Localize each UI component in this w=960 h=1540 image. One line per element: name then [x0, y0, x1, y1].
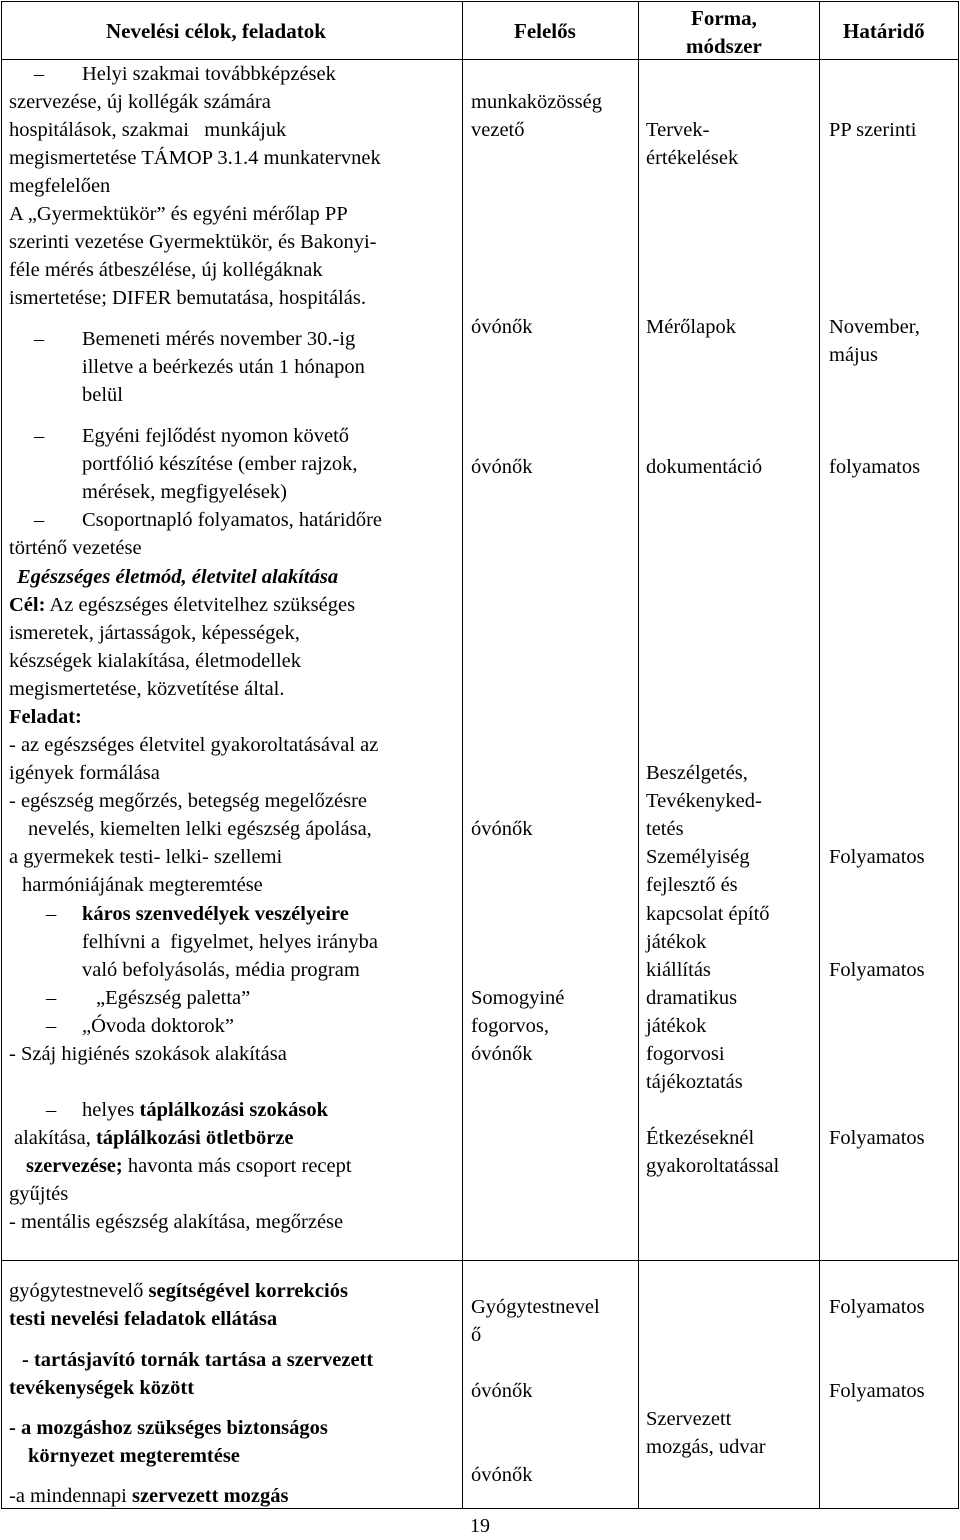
text-segment: gyógytestnevelő [9, 1280, 149, 1302]
text-line: - egészség megőrzés, betegség megelőzésre [9, 790, 368, 812]
column-divider-2 [638, 1, 639, 1509]
text-line: Csoportnapló folyamatos, határidőre [82, 509, 383, 531]
text-line: „Egészség paletta” [96, 987, 251, 1009]
form-cell: tájékoztatás [646, 1071, 743, 1093]
form-cell: fejlesztő és [646, 874, 738, 896]
form-cell: Beszélgetés, [646, 762, 748, 784]
form-cell: mozgás, udvar [646, 1436, 766, 1458]
bullet-dash: – [34, 425, 45, 447]
bullet-dash: – [34, 328, 45, 350]
form-cell: Mérőlapok [646, 316, 736, 338]
text-line: megismertetése, közvetítése által. [9, 678, 285, 700]
form-cell: kiállítás [646, 959, 711, 981]
text-segment: alakítása, [14, 1127, 96, 1149]
text-line: a gyermekek testi- lelki- szellemi [9, 846, 283, 868]
form-cell: kapcsolat építő [646, 903, 770, 925]
text-line: tevékenységek között [9, 1377, 195, 1399]
text-line: megismertetése TÁMOP 3.1.4 munkatervnek [9, 147, 381, 169]
responsible-cell: Somogyiné [471, 987, 565, 1009]
text-line: féle mérés átbeszélése, új kollégáknak [9, 259, 323, 281]
nutrition-line [82, 1096, 328, 1124]
form-cell: Tevékenyked- [646, 790, 762, 812]
column-divider-1 [462, 1, 463, 1509]
form-cell: Étkezéseknél [646, 1127, 755, 1149]
goal-text: Az egészséges életvitelhez szükséges [45, 594, 356, 616]
goal-label: Cél: [9, 594, 46, 616]
form-cell: tetés [646, 818, 684, 840]
header-deadline: Határidő [843, 19, 925, 43]
responsible-cell: óvónők [471, 316, 533, 338]
text-line: szervezése, új kollégák számára [9, 91, 271, 113]
nutrition-line [26, 1152, 352, 1180]
page-number: 19 [470, 1515, 490, 1537]
bullet-dash: – [34, 509, 45, 531]
text-segment: helyes [82, 1099, 140, 1121]
form-cell: gyakoroltatással [646, 1155, 780, 1177]
text-segment: -a mindennapi [9, 1485, 132, 1507]
table-border-left [1, 1, 2, 1509]
form-cell: dokumentáció [646, 456, 763, 478]
text-line: - tartásjavító tornák tartása a szervezett [22, 1349, 374, 1371]
table-border-top [1, 1, 959, 2]
bullet-dash: – [46, 987, 57, 1009]
text-line: megfelelően [9, 175, 111, 197]
form-cell: Szervezett [646, 1408, 732, 1430]
text-line: Helyi szakmai továbbképzések [82, 63, 336, 85]
text-segment-bold: szervezett mozgás [131, 1485, 289, 1507]
column-divider-3 [819, 1, 820, 1509]
header-goals: Nevelési célok, feladatok [106, 19, 326, 43]
text-line: hospitálások, szakmai munkájuk [9, 119, 287, 141]
text-segment: havonta más csoport recept [122, 1155, 352, 1177]
form-cell: értékelések [646, 147, 739, 169]
responsible-cell: vezető [471, 119, 525, 141]
responsible-cell: fogorvos, [471, 1015, 550, 1037]
table-border-right [958, 1, 959, 1509]
text-line: készségek kialakítása, életmodellek [9, 650, 302, 672]
text-line: - a mozgáshoz szükséges biztonságos [9, 1417, 328, 1439]
form-cell: fogorvosi [646, 1043, 725, 1065]
text-line: mérések, megfigyelések) [82, 481, 287, 503]
text-line: felhívni a figyelmet, helyes irányba [82, 931, 379, 953]
text-line: portfólió készítése (ember rajzok, [82, 453, 358, 475]
bullet-dash: – [34, 63, 45, 85]
header-responsible: Felelős [514, 19, 576, 43]
text-line: harmóniájának megteremtése [22, 874, 263, 896]
text-line: „Óvoda doktorok” [82, 1015, 234, 1037]
deadline-cell: November, [829, 316, 920, 338]
text-segment-bold: táplálkozási ötletbörze [95, 1127, 294, 1149]
responsible-cell: munkaközösség [471, 91, 602, 113]
deadline-cell: Folyamatos [829, 1127, 925, 1149]
form-cell: dramatikus [646, 987, 738, 1009]
text-segment-bold: táplálkozási szokások [139, 1099, 329, 1121]
deadline-cell: Folyamatos [829, 1296, 925, 1318]
text-line: illetve a beérkezés után 1 hónapon [82, 356, 365, 378]
responsible-cell: ő [471, 1324, 482, 1346]
responsible-cell: óvónők [471, 1464, 533, 1486]
deadline-cell: Folyamatos [829, 1380, 925, 1402]
text-line [9, 1277, 348, 1305]
text-line: szerinti vezetése Gyermektükör, és Bakonyi- [9, 231, 377, 253]
form-cell: Tervek- [646, 119, 710, 141]
text-line: - mentális egészség alakítása, megőrzése [9, 1211, 344, 1233]
text-line: igények formálása [9, 762, 160, 784]
text-line: belül [82, 384, 123, 406]
goal-line [9, 591, 355, 619]
bullet-dash: – [46, 903, 57, 925]
deadline-cell: Folyamatos [829, 959, 925, 981]
text-line: - Száj higiénés szokások alakítása [9, 1043, 287, 1065]
form-cell: játékok [646, 931, 707, 953]
section-title: Egészséges életmód, életvitel alakítása [17, 566, 339, 588]
responsible-cell: Gyógytestnevel [471, 1296, 600, 1318]
deadline-cell: Folyamatos [829, 846, 925, 868]
text-segment-bold: segítségével korrekciós [148, 1280, 348, 1302]
text-line: gyűjtés [9, 1183, 69, 1205]
deadline-cell: PP szerinti [829, 119, 917, 141]
text-line: testi nevelési feladatok ellátása [9, 1308, 278, 1330]
responsible-cell: óvónők [471, 456, 533, 478]
responsible-cell: óvónők [471, 818, 533, 840]
responsible-cell: óvónők [471, 1043, 533, 1065]
form-cell: Személyiség [646, 846, 750, 868]
text-line: - az egészséges életvitel gyakoroltatásával az [9, 734, 379, 756]
deadline-cell: május [829, 344, 878, 366]
text-line: ismeretek, jártasságok, képességek, [9, 622, 300, 644]
task-label: Feladat: [9, 706, 82, 728]
header-form-line1: Forma, [691, 6, 757, 30]
text-line: történő vezetése [9, 537, 142, 559]
text-line: környezet megteremtése [28, 1445, 240, 1467]
bullet-dash: – [46, 1099, 57, 1121]
deadline-cell: folyamatos [829, 456, 921, 478]
text-line: A „Gyermektükör” és egyéni mérőlap PP [9, 203, 348, 225]
text-line: káros szenvedélyek veszélyeire [82, 903, 349, 925]
text-line: Egyéni fejlődést nyomon követő [82, 425, 350, 447]
text-line: Bemeneti mérés november 30.-ig [82, 328, 356, 350]
text-line: ismertetése; DIFER bemutatása, hospitálás. [9, 287, 366, 309]
nutrition-line [14, 1124, 294, 1152]
text-segment-bold: szervezése; [26, 1155, 123, 1177]
header-form-line2: módszer [686, 34, 762, 58]
text-line: való befolyásolás, média program [82, 959, 360, 981]
text-line: nevelés, kiemelten lelki egészség ápolása, [28, 818, 372, 840]
text-line [9, 1482, 288, 1510]
responsible-cell: óvónők [471, 1380, 533, 1402]
bullet-dash: – [46, 1015, 57, 1037]
form-cell: játékok [646, 1015, 707, 1037]
section-divider-rule [1, 1260, 959, 1261]
